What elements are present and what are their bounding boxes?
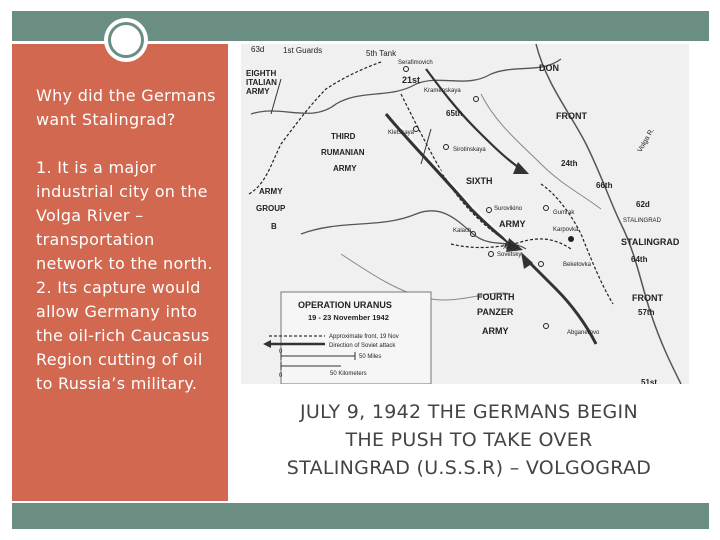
map-label-don: DON [539,63,559,73]
map-label-21st: 21st [402,75,421,85]
map-label-zero-b: 0 [279,373,283,379]
question-text: Why did the Germans want Stalingrad? [36,86,216,129]
map-label-eighth: EIGHTH [246,69,277,78]
map-label-sovetsky: Sovetsky [497,252,522,258]
map-label-5th-tank: 5th Tank [366,49,397,58]
map-label-50-miles: 50 Miles [359,354,382,360]
map-label-rumanian: RUMANIAN [321,148,365,157]
answer-text: 1. It is a major industrial city on the Volga River – transportation network to the north. 2. Its capture would allow Germany into the oil-rich Caucasus Region cutting of oil to Russia’s military. [36,158,213,393]
map-label-65th: 65th [446,109,463,118]
map-label-front-bottom: FRONT [632,293,663,303]
map-label-italian: ITALIAN [246,78,277,87]
bottom-frame-bar [12,503,709,529]
map-label-panzer-army: ARMY [482,326,509,336]
map-label-op-title: OPERATION URANUS [298,300,392,310]
left-panel-text [36,84,216,396]
map-label-fourth: FOURTH [477,292,515,302]
map-label-1st-guards: 1st Guards [283,46,323,55]
map-label-64th: 64th [631,255,648,264]
map-label-abganerovo: Abganerovo [567,330,600,336]
map-label-legend-attack: Direction of Soviet attack [329,343,396,349]
map-label-karpovka: Karpovka [553,227,579,233]
map-label-sixth-army: ARMY [499,219,526,229]
map-label-stalingrad-small: STALINGRAD [623,218,661,224]
map-label-serafimovich: Serafimovich [398,60,433,66]
map-label-legend-front: Approximate front, 19 Nov [329,334,399,340]
map-label-66th: 66th [596,181,613,190]
map-label-sirotinskaya: Sirotinskaya [453,147,486,153]
operation-uranus-map [241,44,689,384]
map-label-63d: 63d [251,45,265,54]
map-label-army-group: ARMY [259,187,283,196]
map-label-sixth: SIXTH [466,176,493,186]
map-label-50-km: 50 Kilometers [330,371,367,377]
map-label-stalingrad: STALINGRAD [621,237,680,247]
map-label-front-top: FRONT [556,111,587,121]
caption-line-3: STALINGRAD (U.S.S.R) – VOLGOGRAD [286,457,652,479]
map-label-panzer: PANZER [477,307,514,317]
map-label-zero-a: 0 [279,349,283,355]
map-label-volga: Volga R. [636,127,656,154]
caption-line-2: THE PUSH TO TAKE OVER [345,429,593,451]
map-label-surovikino: Surovikino [494,206,523,212]
map-label-group: GROUP [256,204,286,213]
slide-caption [244,398,694,482]
caption-line-1: JULY 9, 1942 THE GERMANS BEGIN [300,401,638,423]
circle-ring-icon [103,17,149,63]
map-label-62d: 62d [636,200,650,209]
map-label-beketovka: Beketovka [563,262,592,268]
map-label-gumrak: Gumrak [553,210,575,216]
map-label-51st: 51st [641,378,658,384]
map-label-op-dates: 19 - 23 November 1942 [308,313,389,322]
map-label-57th: 57th [638,308,655,317]
map-label-kletskaya: Kletskaya [388,130,415,136]
map-label-xxxx: XXXX [503,245,520,251]
map-label-kalach: Kalach [453,228,472,234]
map-label-24th: 24th [561,159,578,168]
map-label-third: THIRD [331,132,356,141]
map-label-rumanian-army: ARMY [333,164,357,173]
map-label-italian-army: ARMY [246,87,270,96]
map-label-b: B [271,222,277,231]
map-label-kramenskaya: Kramenskaya [424,88,461,94]
